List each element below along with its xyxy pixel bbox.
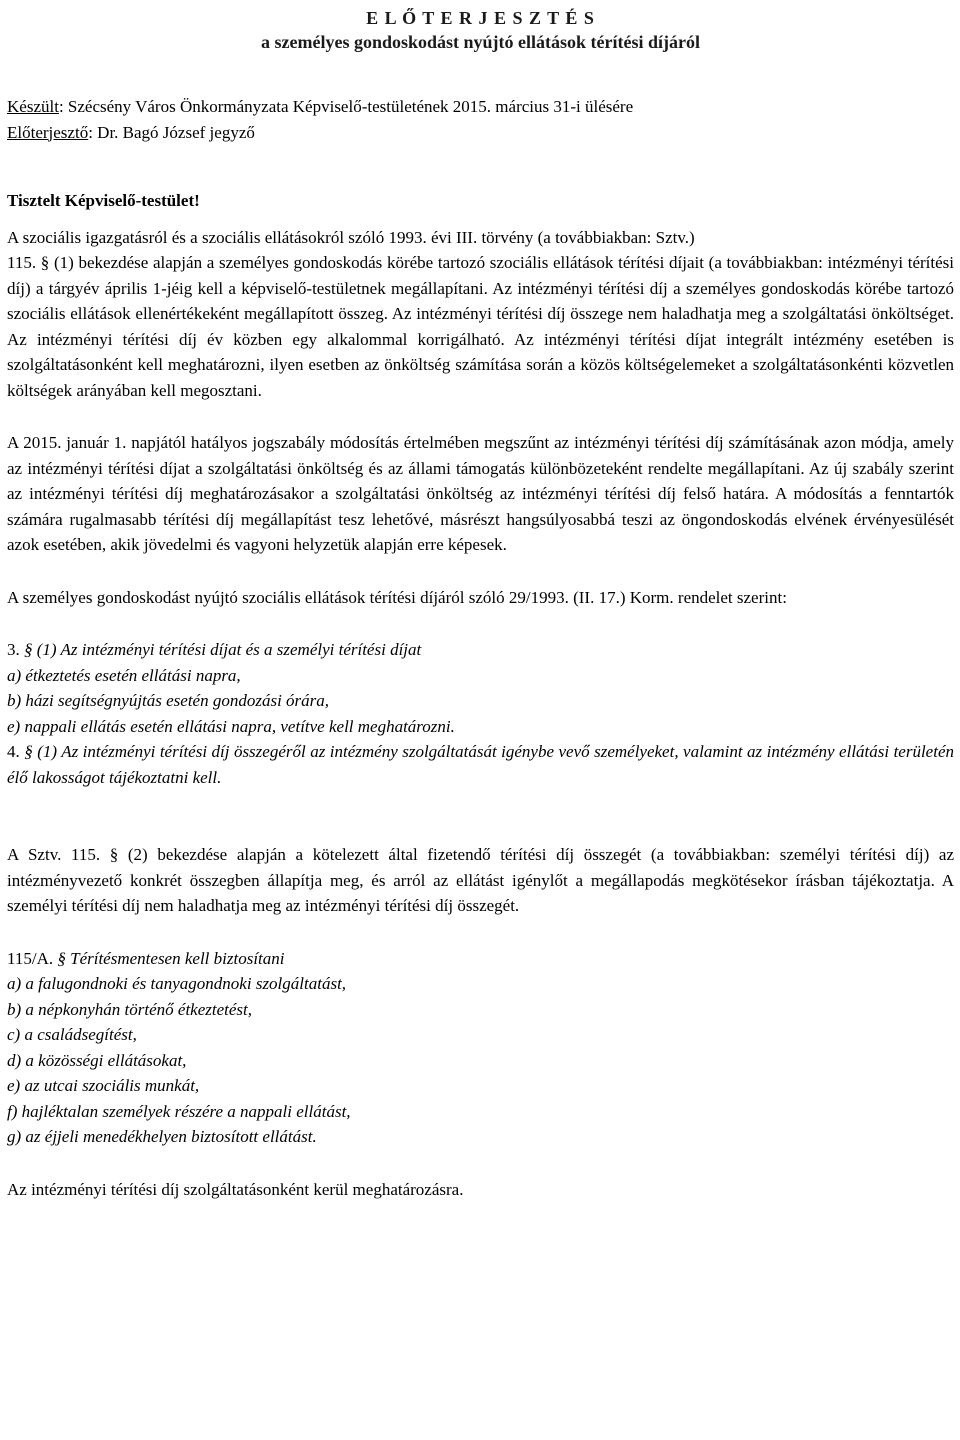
presenter-label: Előterjesztő xyxy=(7,122,89,142)
intro-body: 115. § (1) bekezdése alapján a személyes gondoskodás körébe tartozó szociális ellátások térítési díjait (a továbbiakban: intézményi térítési díj) a tárgyév április 1-jéig kell a képviselő-testületnek megállapítani. Az intézményi térítési díj a személyes gondoskodás körébe tartozó szociális ellátások ellenértékeként megállapított összeg. Az intézményi térítési díj összege nem haladhatja meg a szolgáltatási önköltséget. Az intézményi térítési díj év közben egy alkalommal korrigálható. Az intézményi térítési díjat integrált intézmény esetében is szolgáltatásonként kell meghatározni, ilyen esetben az önköltség számítása során a közös költségelemeket a szolgáltatásonkénti közvetlen költségek arányában kell megosztani. xyxy=(7,253,954,400)
list-item: g) az éjjeli menedékhelyen biztosított ellátást. xyxy=(7,1127,317,1146)
decree-intro-paragraph: A személyes gondoskodást nyújtó szociális ellátások térítési díjáról szóló 29/1993. (II. 17.) Korm. rendelet szerint: xyxy=(7,587,787,607)
presenter-value: : Dr. Bagó József jegyző xyxy=(88,122,255,142)
section-3-item-b: b) házi segítségnyújtás esetén gondozási órára, xyxy=(7,691,330,710)
prepared-label: Készült xyxy=(7,97,59,116)
decree-quote xyxy=(7,637,954,790)
document-title: E L Ő T E R J E S Z T É S xyxy=(366,8,595,28)
personal-fee-paragraph: A Sztv. 115. § (2) bekezdése alapján a kötelezett által fizetendő térítési díj összegét (a továbbiakban: személyi térítési díj) az intézményvezető konkrét összegben állapítja meg, és arról az ellátást igénylőt a megállapodás megkötésekor írásban tájékoztatja. A személyi térítési díj nem haladhatja meg az intézményi térítési díj összegét. xyxy=(7,845,954,915)
list-item: a) a falugondnoki és tanyagondnoki szolgáltatást, xyxy=(7,974,347,993)
list-item: f) hajléktalan személyek részére a nappali ellátást, xyxy=(7,1101,351,1121)
document-header xyxy=(7,6,954,54)
list-item: b) a népkonyhán történő étkeztetést, xyxy=(7,999,253,1019)
section-3-text: § (1) Az intézményi térítési díjat és a személyi térítési díjat xyxy=(24,640,422,659)
prepared-value: : Szécsény Város Önkormányzata Képviselő-testületének 2015. március 31-i ülésére xyxy=(58,97,634,116)
closing-sentence: Az intézményi térítési díj szolgáltatásonként kerül meghatározásra. xyxy=(7,1179,464,1199)
section-115a-text: § Térítésmentesen kell biztosítani xyxy=(57,948,285,968)
section-4-number: 4. xyxy=(7,742,25,761)
list-item: c) a családsegítést, xyxy=(7,1025,137,1044)
section-4-text: § (1) Az intézményi térítési díj összegéről az intézmény szolgáltatását igénybe vevő személyeket, valamint az intézmény ellátási területén élő lakosságot tájékoztatni kell. xyxy=(7,742,954,787)
section-115a-number: 115/A. xyxy=(7,948,58,968)
document-meta xyxy=(7,94,954,145)
free-services-list xyxy=(7,946,954,1150)
section-115a-heading xyxy=(7,946,954,972)
document-subtitle: a személyes gondoskodást nyújtó ellátások térítési díjáról xyxy=(261,32,700,52)
greeting: Tisztelt Képviselő-testület! xyxy=(7,191,200,210)
section-3-number: 3. xyxy=(7,640,24,659)
intro-paragraph xyxy=(7,225,954,404)
section-4-paragraph xyxy=(7,739,954,790)
prepared-line xyxy=(7,94,954,120)
section-3-heading xyxy=(7,637,954,663)
presenter-line xyxy=(7,120,954,146)
section-3-item-e: e) nappali ellátás esetén ellátási napra, vetítve kell meghatározni. xyxy=(7,716,455,736)
intro-first-line: A szociális igazgatásról és a szociális ellátásokról szóló 1993. évi III. törvény (a továbbiakban: Sztv.) xyxy=(7,227,695,247)
list-item: d) a közösségi ellátásokat, xyxy=(7,1050,187,1070)
amendment-paragraph: A 2015. január 1. napjától hatályos jogszabály módosítás értelmében megszűnt az intézményi térítési díj számításának azon módja, amely az intézményi térítési díjat a szolgáltatási önköltség és az állami támogatás különbözeteként rendelte megállapítani. Az új szabály szerint az intézményi térítési díj meghatározásakor a szolgáltatási önköltség az intézményi térítési díj felső határa. A módosítás a fenntartók számára rugalmasabb térítési díj megállapítást tesz lehetővé, másrészt hangsúlyosabbá teszi az öngondoskodás elvének érvényesülését azok esetében, akik jövedelmi és vagyoni helyzetük alapján erre képesek. xyxy=(7,433,954,554)
section-3-item-a: a) étkeztetés esetén ellátási napra, xyxy=(7,665,241,685)
list-item: e) az utcai szociális munkát, xyxy=(7,1076,200,1095)
